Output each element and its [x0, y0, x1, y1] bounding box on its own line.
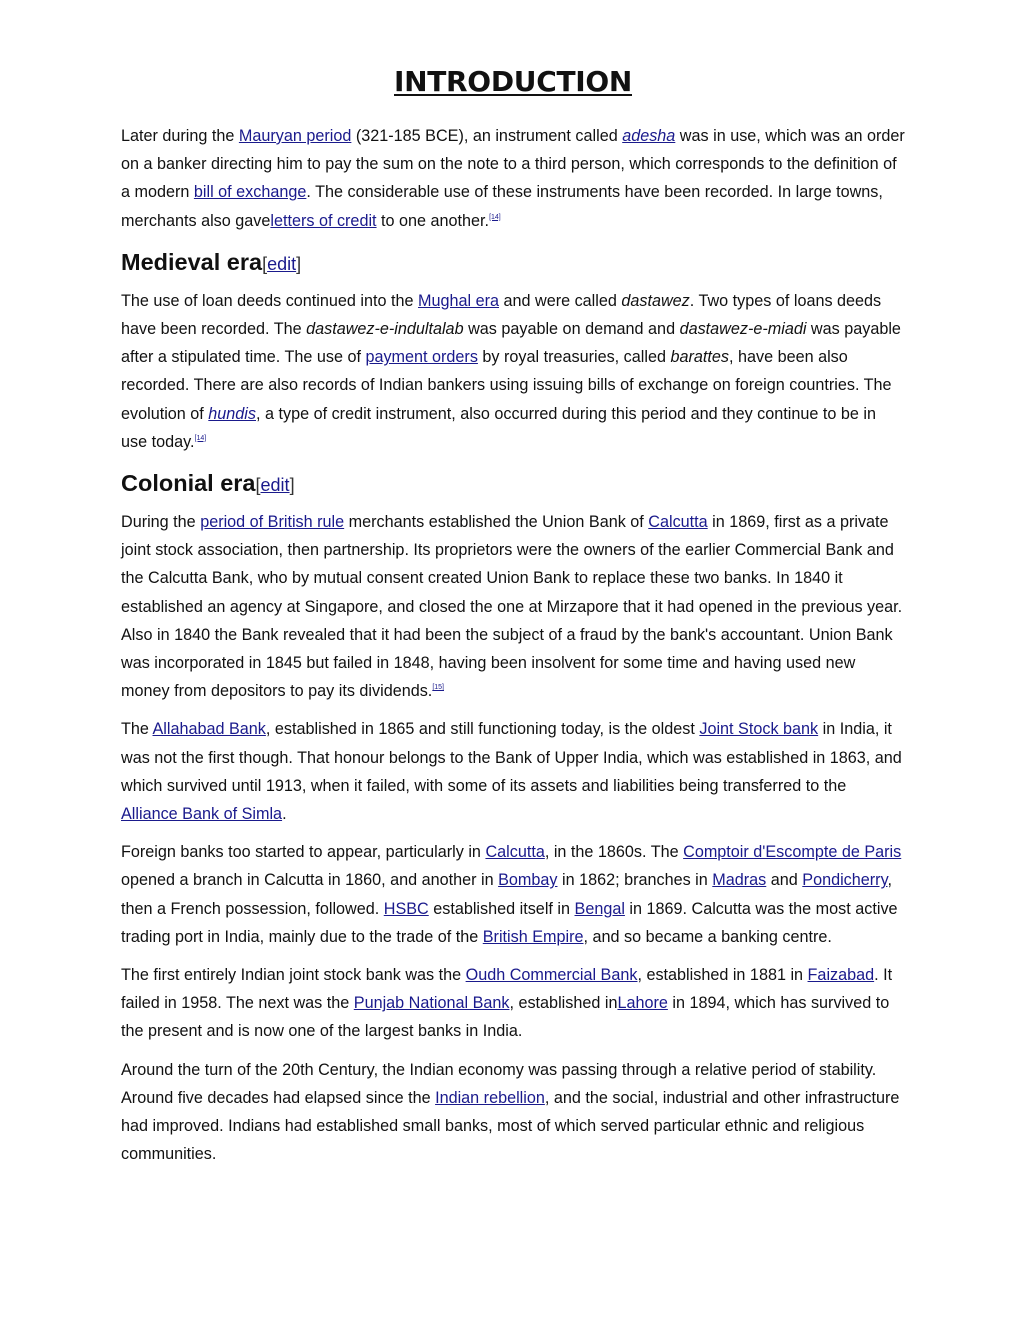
bracket: [	[262, 253, 268, 274]
text: , a type of credit instrument, also occurred during this period and they continue to be in use today.	[121, 404, 876, 451]
text: was in use, which was an order on a banker directing him to pay the sum on the note to a third person, which corresponds to the definition of a modern	[121, 127, 905, 202]
paragraph-allahabad-bank	[121, 715, 905, 828]
text: , in the 1860s. The	[544, 843, 684, 862]
italic-term: barattes	[670, 348, 729, 367]
reference-link[interactable]: [14]	[489, 213, 501, 221]
text: The use of loan deeds continued into the	[121, 291, 418, 310]
edit-link[interactable]: edit	[267, 253, 297, 274]
link-adesha[interactable]: adesha	[622, 127, 676, 145]
link-payment-orders[interactable]: payment orders	[365, 348, 478, 367]
link-comptoir-descompte-de-paris[interactable]: Comptoir d'Escompte de Paris	[683, 843, 902, 862]
text: During the	[121, 513, 201, 532]
bracket: ]	[289, 475, 295, 496]
bracket: ]	[296, 253, 302, 274]
text: in 1894, which has survived to the present and is now one of the largest banks in India.	[121, 994, 890, 1041]
link-calcutta[interactable]: Calcutta	[485, 843, 545, 862]
text: in 1869. Calcutta was the most active trading port in India, mainly due to the trade of the	[121, 899, 898, 946]
link-alliance-bank-of-simla[interactable]: Alliance Bank of Simla	[121, 805, 283, 824]
text: was payable after a stipulated time. The use of	[121, 320, 901, 367]
section-heading-medieval	[121, 245, 905, 281]
text: merchants established the Union Bank of	[344, 513, 649, 532]
link-hsbc[interactable]: HSBC	[383, 899, 429, 918]
paragraph-oudh-commercial-bank	[121, 961, 905, 1046]
italic-term: dastawez-e-indultalab	[306, 320, 464, 339]
link-oudh-commercial-bank[interactable]: Oudh Commercial Bank	[465, 966, 638, 985]
text: to one another.	[376, 211, 490, 230]
text: , then a French possession, followed.	[121, 871, 892, 918]
link-bengal[interactable]: Bengal	[574, 899, 625, 918]
text: and	[766, 871, 803, 890]
link-indian-rebellion[interactable]: Indian rebellion	[435, 1088, 545, 1107]
text: in 1869, first as a private joint stock association, then partnership. Its proprietors were the owners of the earlier Commercial Bank and the Calcutta Bank, who by mutual consent created Union Bank to replace these two banks. In 1840 it established an agency at Singapore, and closed the one at Mirzapore that it had opened in the previous year. Also in 1840 the Bank revealed that it had been the subject of a fraud by the bank's accountant. Union Bank was incorporated in 1845 but failed in 1848, having been insolvent for some time and having used new money from depositors to pay its dividends.	[121, 513, 903, 701]
link-british-empire[interactable]: British Empire	[482, 927, 584, 946]
link-faizabad[interactable]: Faizabad	[807, 966, 875, 985]
link-bombay[interactable]: Bombay	[498, 871, 558, 890]
link-mughal-era[interactable]: Mughal era	[418, 291, 499, 310]
link-calcutta[interactable]: Calcutta	[648, 513, 708, 532]
text: was payable on demand and	[463, 320, 680, 339]
text: opened a branch in Calcutta in 1860, and another in	[121, 871, 499, 890]
link-letters-of-credit[interactable]: letters of credit	[270, 211, 377, 230]
paragraph-medieval	[121, 287, 905, 456]
section-heading-colonial	[121, 466, 905, 502]
text: by royal treasuries, called	[477, 348, 671, 367]
page-title: INTRODUCTION	[394, 65, 632, 98]
text: The first entirely Indian joint stock bank was the	[121, 966, 466, 985]
text: . Two types of loans deeds have been recorded. The	[121, 291, 882, 339]
text: and were called	[499, 291, 622, 310]
text: . It failed in 1958. The next was the	[121, 966, 893, 1013]
text: , established in 1865 and still functioning today, is the oldest	[265, 720, 700, 739]
heading-text: Medieval era	[121, 248, 263, 275]
link-bill-of-exchange[interactable]: bill of exchange	[193, 183, 307, 202]
reference-link[interactable]: [14]	[194, 434, 207, 442]
document-page	[121, 62, 905, 1179]
link-joint-stock-bank[interactable]: Joint Stock bank	[699, 720, 819, 739]
link-allahabad-bank[interactable]: Allahabad Bank	[152, 720, 266, 739]
link-mauryan-period[interactable]: Mauryan period	[238, 127, 352, 145]
text: (321-185 BCE), an instrument called	[351, 127, 623, 145]
text: established itself in	[428, 899, 575, 918]
paragraph-mauryan	[121, 122, 905, 235]
text: The	[121, 720, 153, 739]
text: in India, it was not the first though. That honour belongs to the Bank of Upper India, which was established in 1863, and which survived until 1913, when it failed, with some of its assets and liabilities being transferred to the	[121, 720, 902, 795]
text: , and so became a banking centre.	[583, 927, 832, 946]
text: . The considerable use of these instruments have been recorded. In large towns, merchants also gave	[121, 183, 883, 230]
text: , established in 1881 in	[637, 966, 808, 985]
link-pondicherry[interactable]: Pondicherry	[802, 871, 888, 890]
text: .	[282, 805, 287, 824]
italic-term: dastawez-e-miadi	[679, 320, 807, 339]
link-period-of-british-rule[interactable]: period of British rule	[200, 513, 345, 532]
edit-link[interactable]: edit	[260, 475, 290, 496]
text: , established in	[509, 994, 618, 1013]
paragraph-20th-century	[121, 1056, 905, 1169]
heading-text: Colonial era	[121, 470, 256, 497]
paragraph-union-bank	[121, 508, 905, 705]
bracket: [	[255, 475, 261, 496]
reference-link[interactable]: [15]	[432, 684, 444, 692]
text: Foreign banks too started to appear, particularly in	[121, 843, 486, 862]
link-hundis[interactable]: hundis	[208, 404, 256, 423]
link-madras[interactable]: Madras	[712, 871, 767, 890]
text: in 1862; branches in	[557, 871, 713, 890]
link-lahore[interactable]: Lahore	[617, 994, 668, 1013]
italic-term: dastawez	[621, 291, 690, 310]
text: , and the social, industrial and other infrastructure had improved. Indians had established small banks, most of which served particular ethnic and religious communities.	[121, 1088, 900, 1164]
link-punjab-national-bank[interactable]: Punjab National Bank	[353, 994, 510, 1013]
text: Around the turn of the 20th Century, the Indian economy was passing through a relative period of stability. Around five decades had elapsed since the	[121, 1060, 877, 1107]
paragraph-foreign-banks	[121, 838, 905, 951]
text: , have been also recorded. There are also records of Indian bankers using issuing bills of exchange on foreign countries. The evolution of	[121, 348, 892, 423]
text: Later during the	[121, 127, 239, 145]
